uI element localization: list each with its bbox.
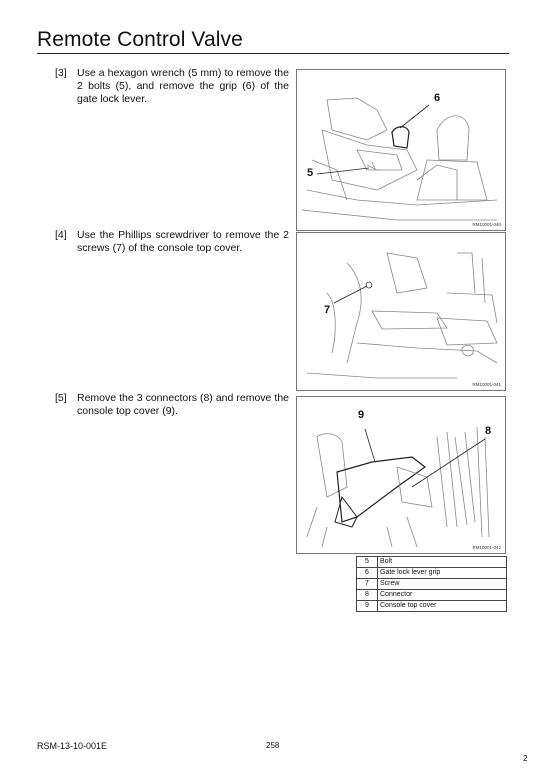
- legend-label: Gate lock lever grip: [378, 568, 507, 579]
- legend-label: Connector: [378, 590, 507, 601]
- step-text: Remove the 3 connectors (8) and remove the console top cover (9).: [77, 392, 289, 417]
- step-text: Use the Phillips screwdriver to remove the 2 screws (7) of the console top cover.: [77, 229, 289, 254]
- table-row: [357, 579, 507, 590]
- legend-number: 9: [357, 601, 378, 612]
- legend-label: Console top cover: [378, 601, 507, 612]
- legend-label: Screw: [378, 579, 507, 590]
- table-row: [357, 568, 507, 579]
- title-rule: [37, 53, 509, 54]
- document-code: RSM-13-10-001E: [37, 741, 108, 751]
- figure-caption: RM10001-040: [472, 222, 501, 227]
- legend-number: 5: [357, 557, 378, 568]
- page-title: Remote Control Valve: [37, 28, 243, 51]
- figure-screw-removal: [296, 232, 506, 391]
- step-number: [5]: [55, 392, 67, 404]
- figure-grip-removal: [296, 69, 506, 231]
- step-text: Use a hexagon wrench (5 mm) to remove the 2 bolts (5), and remove the grip (6) of the gate lock lever.: [77, 67, 289, 105]
- callout-9: 9: [358, 409, 365, 421]
- figure-3-illustration: [297, 397, 505, 553]
- parts-legend-table: [356, 556, 507, 612]
- figure-caption: RM10001-042: [472, 545, 501, 550]
- callout-6: 6: [434, 92, 441, 104]
- figure-1-illustration: [297, 70, 505, 230]
- legend-number: 7: [357, 579, 378, 590]
- legend-label: Bolt: [378, 557, 507, 568]
- step-number: [3]: [55, 67, 67, 79]
- callout-5: 5: [307, 167, 314, 179]
- table-row: [357, 557, 507, 568]
- page-number: 258: [266, 741, 280, 750]
- figure-caption: RM10001-041: [472, 382, 501, 387]
- corner-number: 2: [523, 754, 528, 763]
- legend-number: 8: [357, 590, 378, 601]
- figure-cover-removal: [296, 396, 506, 554]
- legend-number: 6: [357, 568, 378, 579]
- callout-8: 8: [485, 425, 492, 437]
- callout-7: 7: [324, 304, 331, 316]
- table-row: [357, 590, 507, 601]
- step-number: [4]: [55, 229, 67, 241]
- table-row: [357, 601, 507, 612]
